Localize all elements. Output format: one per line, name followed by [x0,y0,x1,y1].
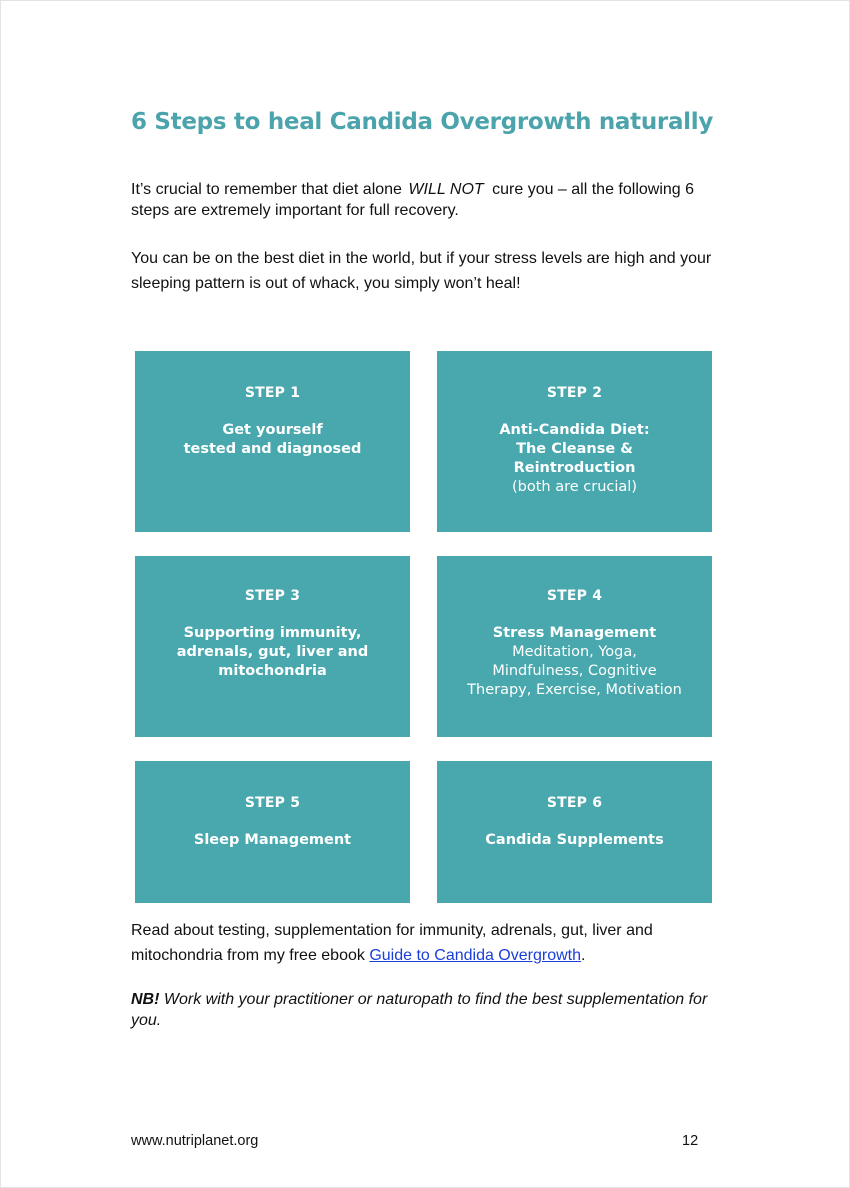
step-number: STEP 5 [244,795,301,811]
step-box-1 [135,351,410,532]
step-number: STEP 3 [244,588,301,604]
intro-text-before: It’s crucial to remember that diet alone [131,181,407,198]
note-text: Work with your practitioner or naturopath to find the best supplementation for you. [131,991,708,1029]
intro-text-after: cure you – all the following 6 steps are extremely important for full recovery. [131,181,695,219]
step-heading: Sleep Management [193,832,352,848]
read-more-paragraph [131,918,731,968]
step-box-2 [437,351,712,532]
step-box-5 [135,761,410,903]
intro-paragraph [131,179,731,221]
read-more-period: . [581,947,586,964]
step-subtext: (both are crucial) [512,479,637,495]
footer-website: www.nutriplanet.org [131,1133,259,1149]
step-heading: Supporting immunity, adrenals, gut, liver and mitochondria [176,625,369,679]
step-number: STEP 2 [546,385,603,401]
step-box-4 [437,556,712,737]
note-paragraph [131,989,731,1031]
step-subtext: Meditation, Yoga, Mindfulness, Cognitive Therapy, Exercise, Motivation [467,644,682,698]
step-heading: Get yourself tested and diagnosed [183,422,362,457]
step-box-6 [437,761,712,903]
step-heading: Candida Supplements [485,832,664,848]
read-more-text: Read about testing, supplementation for immunity, adrenals, gut, liver and mitochondria from my free ebook [131,922,653,964]
footer-page-number: 12 [682,1133,699,1149]
stress-paragraph: You can be on the best diet in the world, but if your stress levels are high and your sleeping pattern is out of whack, you simply won’t heal! [131,250,712,292]
ebook-link[interactable]: Guide to Candida Overgrowth [369,947,581,964]
step-number: STEP 1 [244,385,301,401]
step-number: STEP 4 [546,588,603,604]
step-heading: Stress Management [492,625,657,641]
intro-emphasis: WILL NOT [408,181,484,198]
page-title: 6 Steps to heal Candida Overgrowth naturally [131,109,714,135]
step-box-3 [135,556,410,737]
steps-grid [135,351,713,903]
note-label: NB! [131,991,160,1008]
step-heading: Anti-Candida Diet: The Cleanse & Reintroduction [499,422,650,476]
step-number: STEP 6 [546,795,603,811]
